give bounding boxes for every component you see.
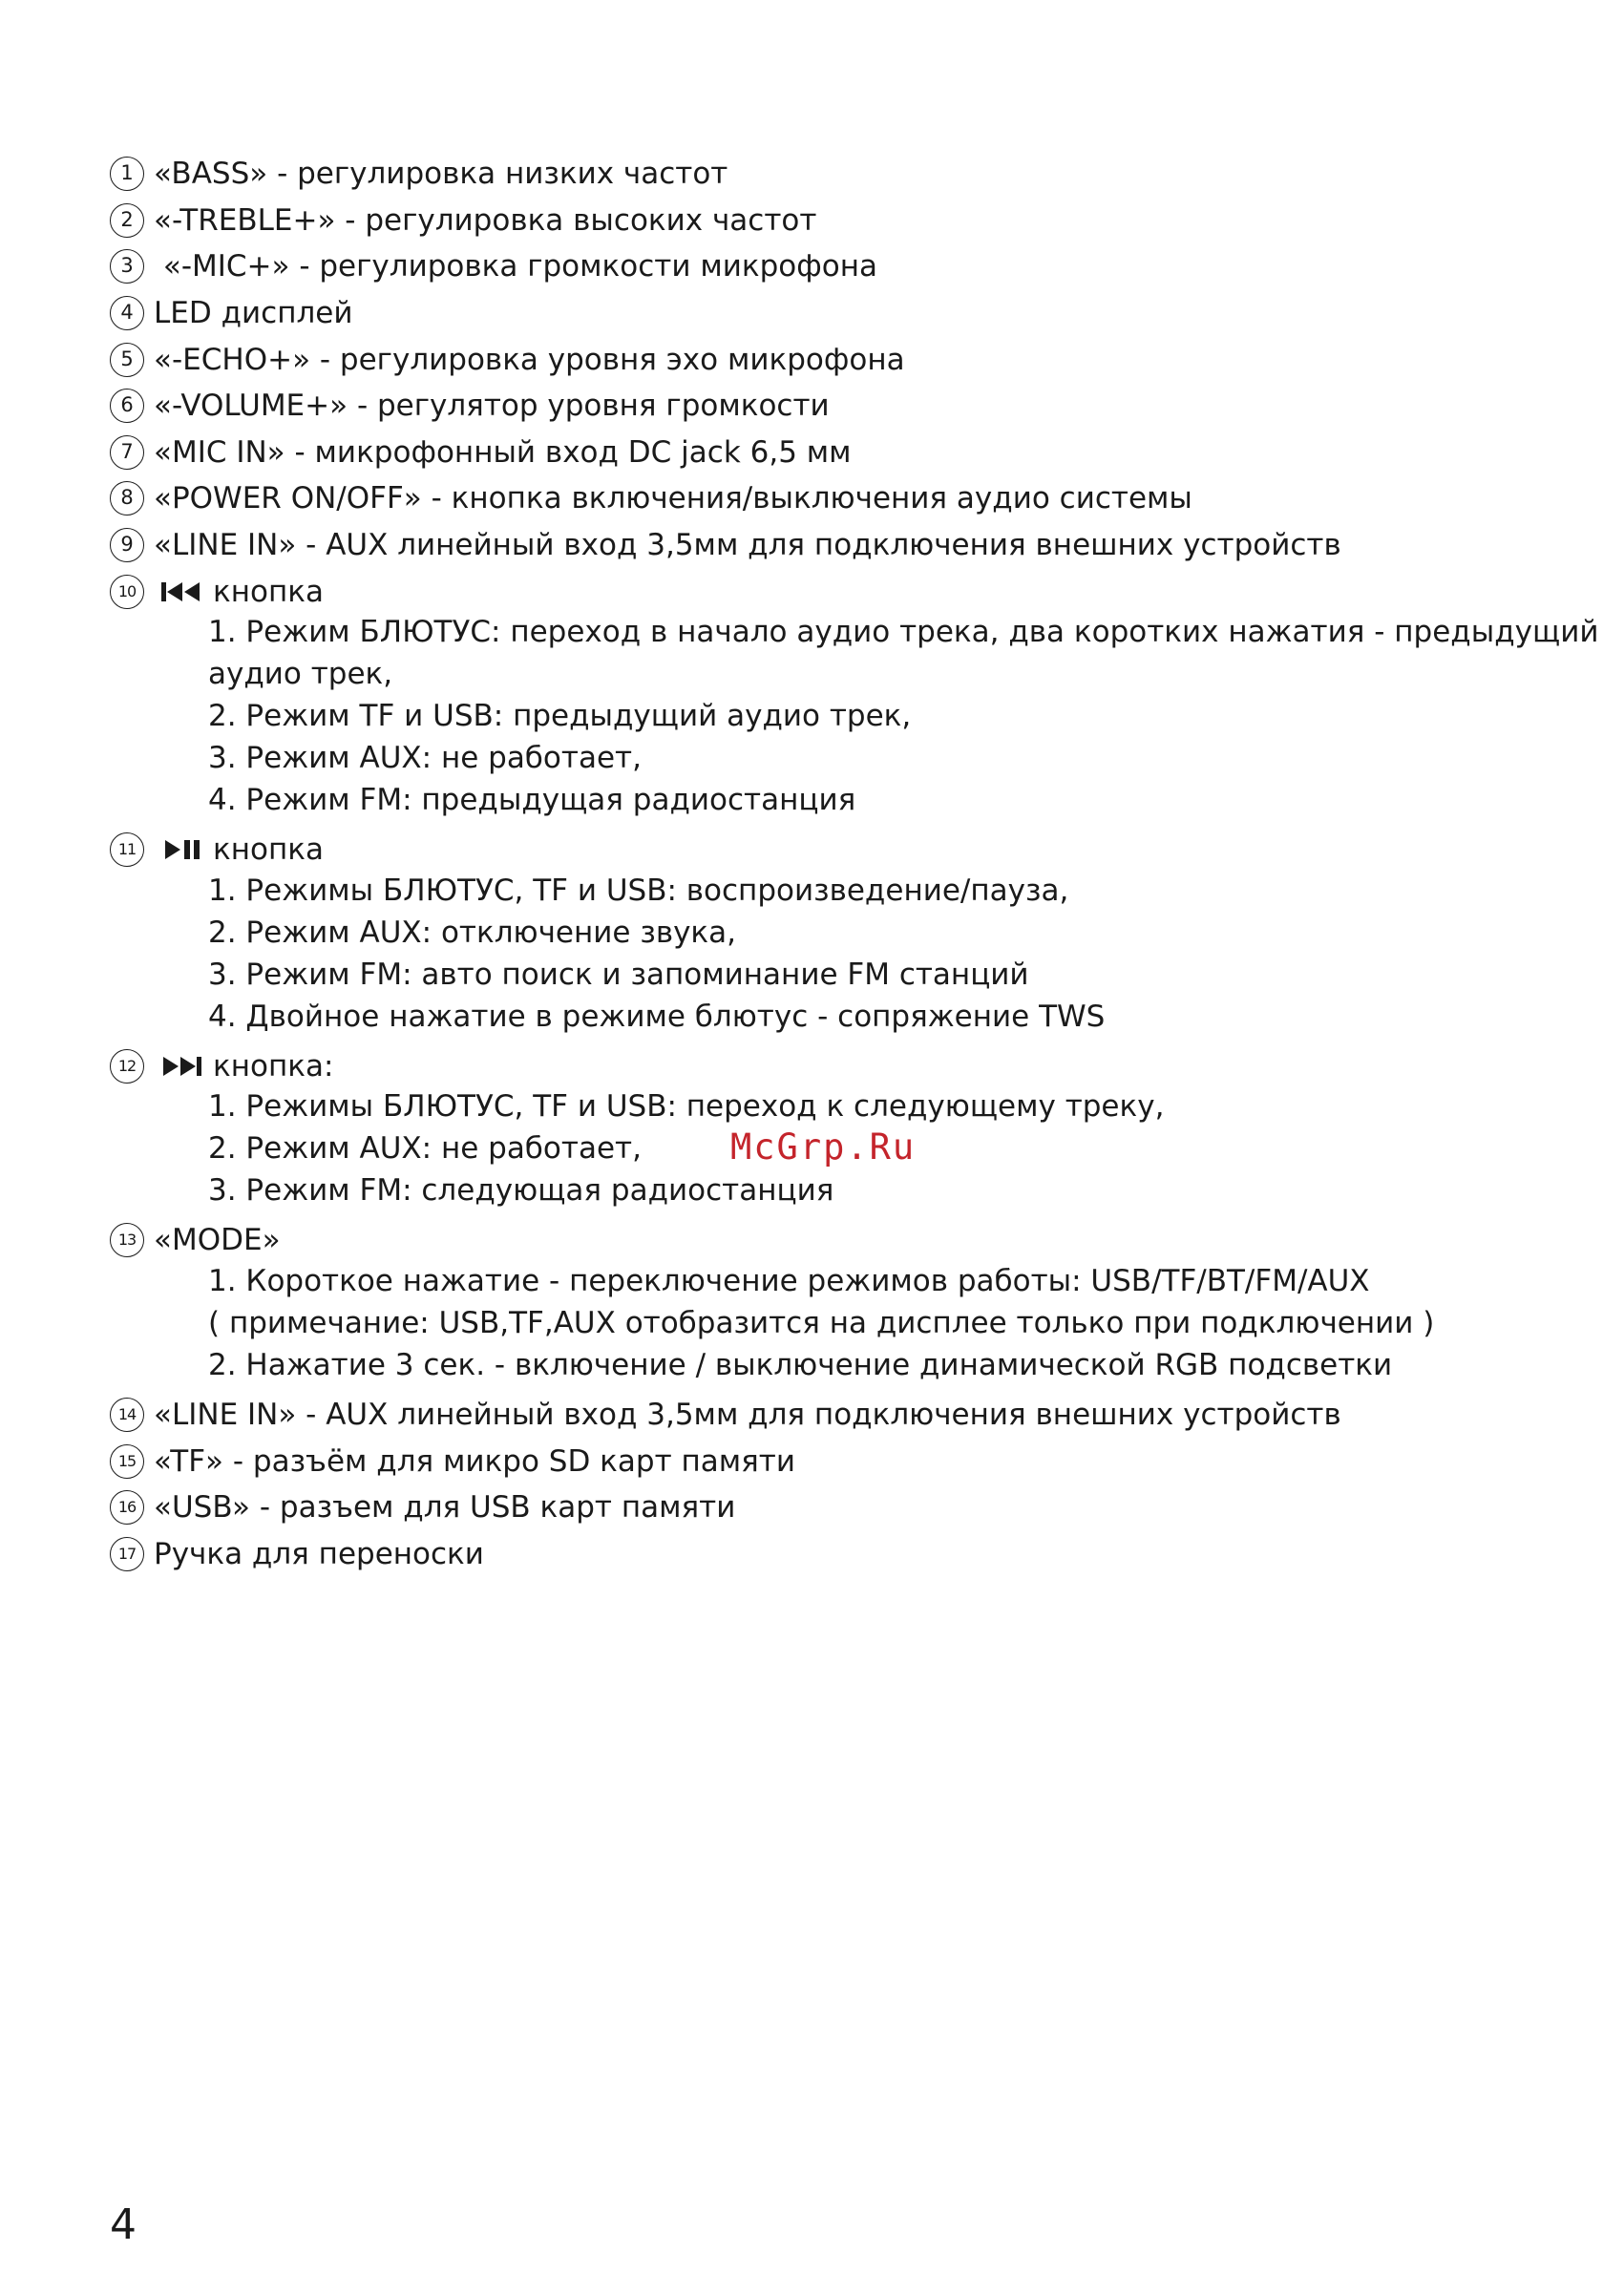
list-item: [110, 1531, 1580, 1578]
item-text: Ручка для переноски: [154, 1536, 484, 1571]
list-item: [110, 1438, 1580, 1484]
next-track-icon: [159, 1055, 205, 1078]
sub-item: 3. Режим FM: авто поиск и запоминание FM станций: [208, 957, 1029, 992]
item-number-badge: 9: [110, 528, 144, 562]
item-text: кнопка: [213, 574, 324, 609]
item-number-badge: 17: [110, 1537, 144, 1571]
item-text: «MODE»: [154, 1223, 281, 1258]
page-number: 4: [110, 2200, 137, 2249]
play-pause-icon: [159, 838, 205, 861]
list-item: [110, 383, 1580, 430]
list-item: [110, 243, 1580, 290]
item-number-badge: 5: [110, 343, 144, 377]
item-number-badge: 2: [110, 203, 144, 238]
sub-item: 1. Режим БЛЮТУС: переход в начало аудио трека, два коротких нажатия - предыдущий аудио трек,: [208, 614, 1599, 691]
item-text: «LINE IN» - AUX линейный вход 3,5мм для подключения внешних устройств: [154, 528, 1341, 563]
item-number-badge: 13: [110, 1223, 144, 1257]
item-number-badge: 1: [110, 157, 144, 191]
item-text: «MIC IN» - микрофонный вход DC jack 6,5 мм: [154, 434, 852, 470]
feature-list: [110, 151, 1599, 1577]
list-item: [110, 430, 1580, 476]
previous-track-icon: [159, 580, 205, 603]
item-text: «-TREBLE+» - регулировка высоких частот: [154, 202, 817, 238]
list-item: [110, 827, 1580, 873]
item-number-badge: 14: [110, 1398, 144, 1432]
list-item: [110, 1484, 1580, 1531]
list-item: [110, 1392, 1580, 1439]
sub-item: 2. Режим AUX: не работает,: [208, 1131, 642, 1167]
item-number-badge: 12: [110, 1049, 144, 1084]
sub-item: 1. Режимы БЛЮТУС, TF и USB: переход к следующему треку,: [208, 1089, 1165, 1125]
sub-item: 3. Режим AUX: не работает,: [208, 740, 642, 775]
item-number-badge: 10: [110, 575, 144, 609]
sub-item: 4. Режим FM: предыдущая радиостанция: [208, 782, 856, 817]
sub-item: 1. Режимы БЛЮТУС, TF и USB: воспроизведение/пауза,: [208, 873, 1069, 908]
list-item: [110, 522, 1580, 569]
sub-item: 1. Короткое нажатие - переключение режимов работы: USB/TF/BT/FM/AUX: [208, 1263, 1370, 1298]
item-text: «POWER ON/OFF» - кнопка включения/выключения аудио системы: [154, 481, 1192, 516]
item-text: кнопка: [213, 832, 324, 868]
item-text: LED дисплей: [154, 296, 353, 331]
item-number-badge: 8: [110, 481, 144, 516]
sub-item: 4. Двойное нажатие в режиме блютус - сопряжение TWS: [208, 999, 1106, 1034]
item-number-badge: 6: [110, 389, 144, 423]
list-item: [110, 1043, 1580, 1090]
item-text: «-MIC+» - регулировка громкости микрофона: [154, 249, 877, 284]
item-number-badge: 7: [110, 435, 144, 470]
item-number-badge: 3: [110, 249, 144, 284]
sub-item: 3. Режим FM: следующая радиостанция: [208, 1173, 834, 1209]
list-item: [110, 336, 1580, 383]
sub-item: ( примечание: USB,TF,AUX отобразится на дисплее только при подключении ): [208, 1305, 1435, 1340]
list-item: [110, 290, 1580, 337]
sub-item: 2. Режим TF и USB: предыдущий аудио трек,: [208, 698, 912, 733]
item-number-badge: 15: [110, 1444, 144, 1479]
sub-item: 2. Нажатие 3 сек. - включение / выключение динамической RGB подсветки: [208, 1347, 1393, 1382]
list-item: [110, 198, 1580, 244]
sub-item: 2. Режим AUX: отключение звука,: [208, 915, 737, 950]
item-text: «LINE IN» - AUX линейный вход 3,5мм для подключения внешних устройств: [154, 1398, 1341, 1433]
item-text: «-ECHO+» - регулировка уровня эхо микрофона: [154, 342, 905, 377]
list-item: [110, 151, 1580, 198]
item-text: «BASS» - регулировка низких частот: [154, 157, 728, 192]
item-number-badge: 16: [110, 1490, 144, 1525]
list-item: [110, 568, 1580, 615]
item-text: кнопка:: [213, 1048, 334, 1084]
item-number-badge: 4: [110, 296, 144, 330]
list-item: [110, 475, 1580, 522]
item-text: «USB» - разъем для USB карт памяти: [154, 1490, 736, 1526]
item-text: «-VOLUME+» - регулятор уровня громкости: [154, 389, 830, 424]
watermark: McGrp.Ru: [730, 1126, 917, 1168]
item-text: «TF» - разъём для микро SD карт памяти: [154, 1443, 795, 1479]
list-item: [110, 1217, 1580, 1264]
item-number-badge: 11: [110, 832, 144, 867]
